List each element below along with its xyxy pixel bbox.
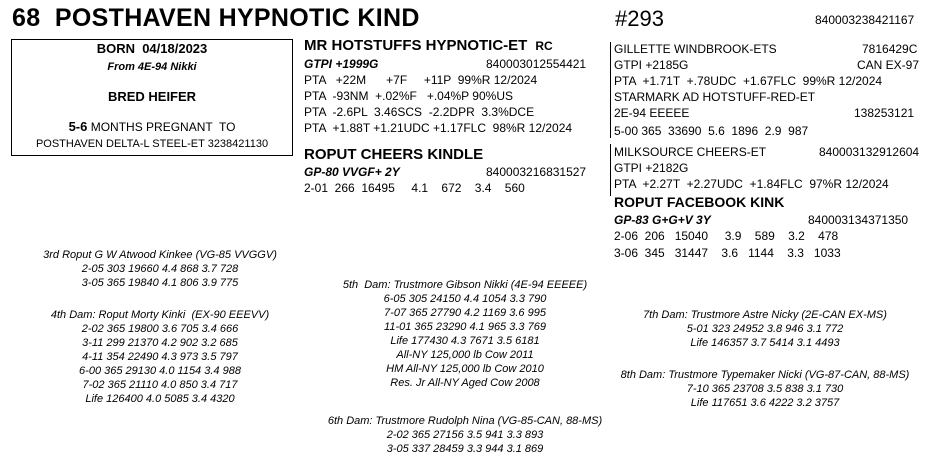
paternal-granddam-class: 2E-94 EEEEE <box>614 106 690 120</box>
ancestor-line: 3-05 365 19840 4.1 806 3.9 775 <box>81 277 239 289</box>
fifth-dam-block <box>305 278 625 390</box>
maternal-grandsire-gtpi: GTPI +2182G <box>614 161 689 175</box>
catalog-id: #293 <box>615 6 664 31</box>
ancestor-line: 11-01 365 23290 4.1 965 3.3 769 <box>384 321 546 333</box>
ancestor-line: 3-05 337 28459 3.3 944 3.1 869 <box>386 443 544 455</box>
born-date: BORN 04/18/2023 <box>96 41 208 56</box>
maternal-grandsire-id: 840003132912604 <box>819 145 920 159</box>
paternal-grandsire-name: GILLETTE WINDBROOK-ETS <box>614 42 777 56</box>
service-sire: POSTHAVEN DELTA-L STEEL-ET 3238421130 <box>35 138 269 150</box>
dam-bracket <box>610 144 611 196</box>
ancestor-line: Life 117651 3.6 4222 3.2 3757 <box>690 397 840 409</box>
maternal-granddam-name: ROPUT FACEBOOK KINK <box>614 194 785 210</box>
paternal-grandsire-gtpi: GTPI +2185G <box>614 58 689 72</box>
sire-rc: RC <box>535 39 553 53</box>
paternal-granddam-name: STARMARK AD HOTSTUFF-RED-ET <box>614 90 816 104</box>
ancestor-line: All-NY 125,000 lb Cow 2011 <box>396 349 534 361</box>
ancestor-line: 7-02 365 21110 4.0 850 3.4 717 <box>82 379 238 391</box>
paternal-granddam-record: 5-00 365 33690 5.6 1896 2.9 987 <box>614 124 809 138</box>
sixth-dam-block <box>305 414 625 456</box>
ancestor-line: Life 177430 4.3 7671 3.5 6181 <box>390 335 540 347</box>
ancestor-line: 6-00 365 29130 4.0 1154 3.4 988 <box>79 365 241 377</box>
maternal-grandsire-name: MILKSOURCE CHEERS-ET <box>614 145 767 159</box>
maternal-granddam-id: 840003134371350 <box>808 213 909 227</box>
ancestor-line: 2-05 303 19660 4.4 868 3.7 728 <box>81 263 239 275</box>
maternal-granddam-class: GP-83 G+G+V 3Y <box>614 213 711 227</box>
sire-gtpi: GTPI +1999G <box>304 57 379 71</box>
ancestor-line: Res. Jr All-NY Aged Cow 2008 <box>390 377 540 389</box>
dam-name: ROPUT CHEERS KINDLE <box>304 146 484 163</box>
seventh-dam-title: 7th Dam: Trustmore Astre Nicky (2E-CAN EX-MS) <box>643 309 887 321</box>
ancestor-line: 5-01 323 24952 3.8 946 3.1 772 <box>686 323 844 335</box>
pregnancy-line <box>12 119 292 134</box>
pregnancy-text: MONTHS PREGNANT TO <box>90 120 236 134</box>
registration-number: 840003238421167 <box>815 13 915 27</box>
ancestor-line: Life 126400 4.0 5085 3.4 4320 <box>85 393 235 405</box>
maternal-granddam-record: 2-06 206 15040 3.9 589 3.2 478 <box>614 229 839 243</box>
paternal-grandsire-country: CAN EX-97 <box>857 58 920 72</box>
ancestor-line: 3-11 299 21370 4.2 902 3.2 685 <box>82 337 238 349</box>
sire-id: 840003012554421 <box>486 57 587 71</box>
ancestor-line: 2-02 365 27156 3.5 941 3.3 893 <box>386 429 544 441</box>
status-label: BRED HEIFER <box>107 89 197 104</box>
maternal-granddam-record: 3-06 345 31447 3.6 1144 3.3 1033 <box>614 246 841 260</box>
ancestor-line: HM All-NY 125,000 lb Cow 2010 <box>386 363 544 375</box>
ancestor-line: 7-10 365 23708 3.5 838 3.1 730 <box>686 383 844 395</box>
third-dam-block <box>20 248 300 290</box>
maternal-grandsire-pta: PTA +2.27T +2.27UDC +1.84FLC 97%R 12/2024 <box>614 177 889 191</box>
info-box <box>11 39 293 156</box>
sire-pta-line: PTA +22M +7F +11P 99%R 12/2024 <box>304 73 538 87</box>
third-dam-title: 3rd Roput G W Atwood Kinkee (VG-85 VVGGV) <box>43 249 277 261</box>
fifth-dam-title: 5th Dam: Trustmore Gibson Nikki (4E-94 EEEEE) <box>342 279 588 291</box>
lot-title <box>12 4 420 33</box>
sire-pta-line: PTA +1.88T +1.21UDC +1.17FLC 98%R 12/2024 <box>304 121 573 135</box>
sire-bracket <box>610 42 611 138</box>
dam-id: 840003216831527 <box>486 165 587 179</box>
paternal-grandsire-num: 7816429C <box>862 42 918 56</box>
animal-name: POSTHAVEN HYPNOTIC KIND <box>54 4 420 32</box>
sire-pta-line: PTA -93NM +.02%F +.04%P 90%US <box>304 89 513 103</box>
eighth-dam-block <box>605 368 925 410</box>
dam-record: 2-01 266 16495 4.1 672 3.4 560 <box>304 181 525 195</box>
fourth-dam-title: 4th Dam: Roput Morty Kinki (EX-90 EEEVV) <box>50 309 270 321</box>
ancestor-line: 6-05 305 24150 4.4 1054 3.3 790 <box>383 293 547 305</box>
eighth-dam-title: 8th Dam: Trustmore Typemaker Nicki (VG-87-CAN, 88-MS) <box>620 369 910 381</box>
paternal-granddam-num: 138253121 <box>854 106 915 120</box>
ancestor-line: 4-11 354 22490 4.3 973 3.5 797 <box>82 351 238 363</box>
seventh-dam-block <box>605 308 925 350</box>
fourth-dam-block <box>20 308 300 406</box>
sire-pta-line: PTA -2.6PL 3.46SCS -2.2DPR 3.3%DCE <box>304 105 535 119</box>
ancestor-line: 2-02 365 19800 3.6 705 3.4 666 <box>81 323 239 335</box>
dam-class: GP-80 VVGF+ 2Y <box>304 165 400 179</box>
ancestor-line: 7-07 365 27790 4.2 1169 3.6 995 <box>384 307 546 319</box>
pregnancy-months: 5-6 <box>68 119 88 134</box>
sixth-dam-title: 6th Dam: Trustmore Rudolph Nina (VG-85-CAN, 88-MS) <box>327 415 603 427</box>
lot-number: 68 <box>12 4 41 32</box>
ancestor-line: Life 146357 3.7 5414 3.1 4493 <box>690 337 840 349</box>
from-dam: From 4E-94 Nikki <box>107 61 197 73</box>
paternal-grandsire-pta: PTA +1.71T +.78UDC +1.67FLC 99%R 12/2024 <box>614 74 883 88</box>
sire-name: MR HOTSTUFFS HYPNOTIC-ET RC <box>304 37 553 54</box>
